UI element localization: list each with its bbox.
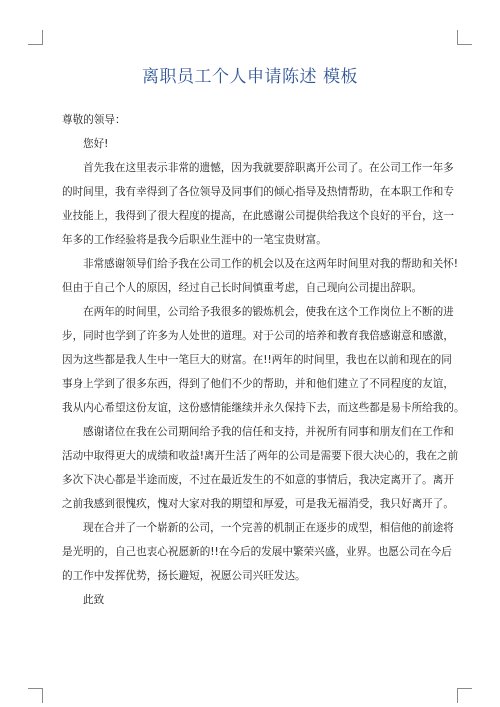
text-line: 但由于自己个人的原因，经过自己长时间慎重考虑，自己现向公司提出辞职。 [62,282,423,294]
document-title: 离职员工个人申请陈述 模板 [142,67,358,87]
crop-mark-top-left [28,30,43,45]
text-line: 的时间里，我有幸得到了各位领导及同事们的倾心指导及热情帮助，在本职工作和专 [62,186,454,198]
greeting: 您好! [83,138,109,150]
text-line: 业技能上，我得到了很大程度的提高，在此感谢公司提供给我这个良好的平台，这一 [62,210,454,222]
salutation: 尊敬的领导： [62,114,126,126]
text-line: 是光明的，自己也衷心祝愿新的!!在今后的发展中繁荣兴盛，业界。也愿公司在今后 [62,546,452,558]
text-line: 的工作中发挥优势，扬长避短，祝愿公司兴旺发达。 [62,570,306,582]
text-line: 首先我在这里表示非常的遗憾，因为我就要辞职离开公司了。在公司工作一年多 [83,162,454,174]
text-line: 之前我感到很愧疚，愧对大家对我的期望和厚爱，可是我无福消受，我只好离开了。 [62,498,454,510]
crop-mark-top-right [457,30,472,45]
text-line: 事身上学到了很多东西，得到了他们不少的帮助，并和他们建立了不同程度的友谊， [62,378,454,390]
text-line: 我从内心希望这份友谊，这份感情能继续并永久保持下去，而这些都是易卡所给我的。 [62,402,465,414]
text-line: 步，同时也学到了许多为人处世的道理。对于公司的培养和教育我倍感谢意和感激， [62,330,454,342]
text-line: 此致 [83,594,105,606]
text-line: 现在合并了一个崭新的公司，一个完善的机制正在逐步的成型，相信他的前途将 [83,522,454,534]
crop-mark-bottom-right [457,688,472,703]
crop-mark-bottom-left [28,688,43,703]
text-line: 在两年的时间里，公司给予我很多的锻炼机会，使我在这个工作岗位上不断的进 [83,306,454,318]
text-line: 多次下决心都是半途而废，不过在最近发生的不如意的事情后，我决定离开了。离开 [62,474,454,486]
text-line: 活动中取得更大的成绩和收益!离开生活了两年的公司是需要下很大决心的，我在之前 [62,450,459,462]
letter-body [62,108,465,612]
text-line: 非常感谢领导们给予我在公司工作的机会以及在这两年时间里对我的帮助和关怀! [83,258,459,270]
text-line: 年多的工作经验将是我今后职业生涯中的一笔宝贵财富。 [62,234,327,246]
text-line: 感谢诸位在我在公司期间给予我的信任和支持，并祝所有同事和朋友们在工作和 [83,426,454,438]
letter-paragraphs [62,156,465,612]
text-line: 因为这些都是我人生中一笔巨大的财富。在!!两年的时间里，我也在以前和现在的同 [62,354,452,366]
